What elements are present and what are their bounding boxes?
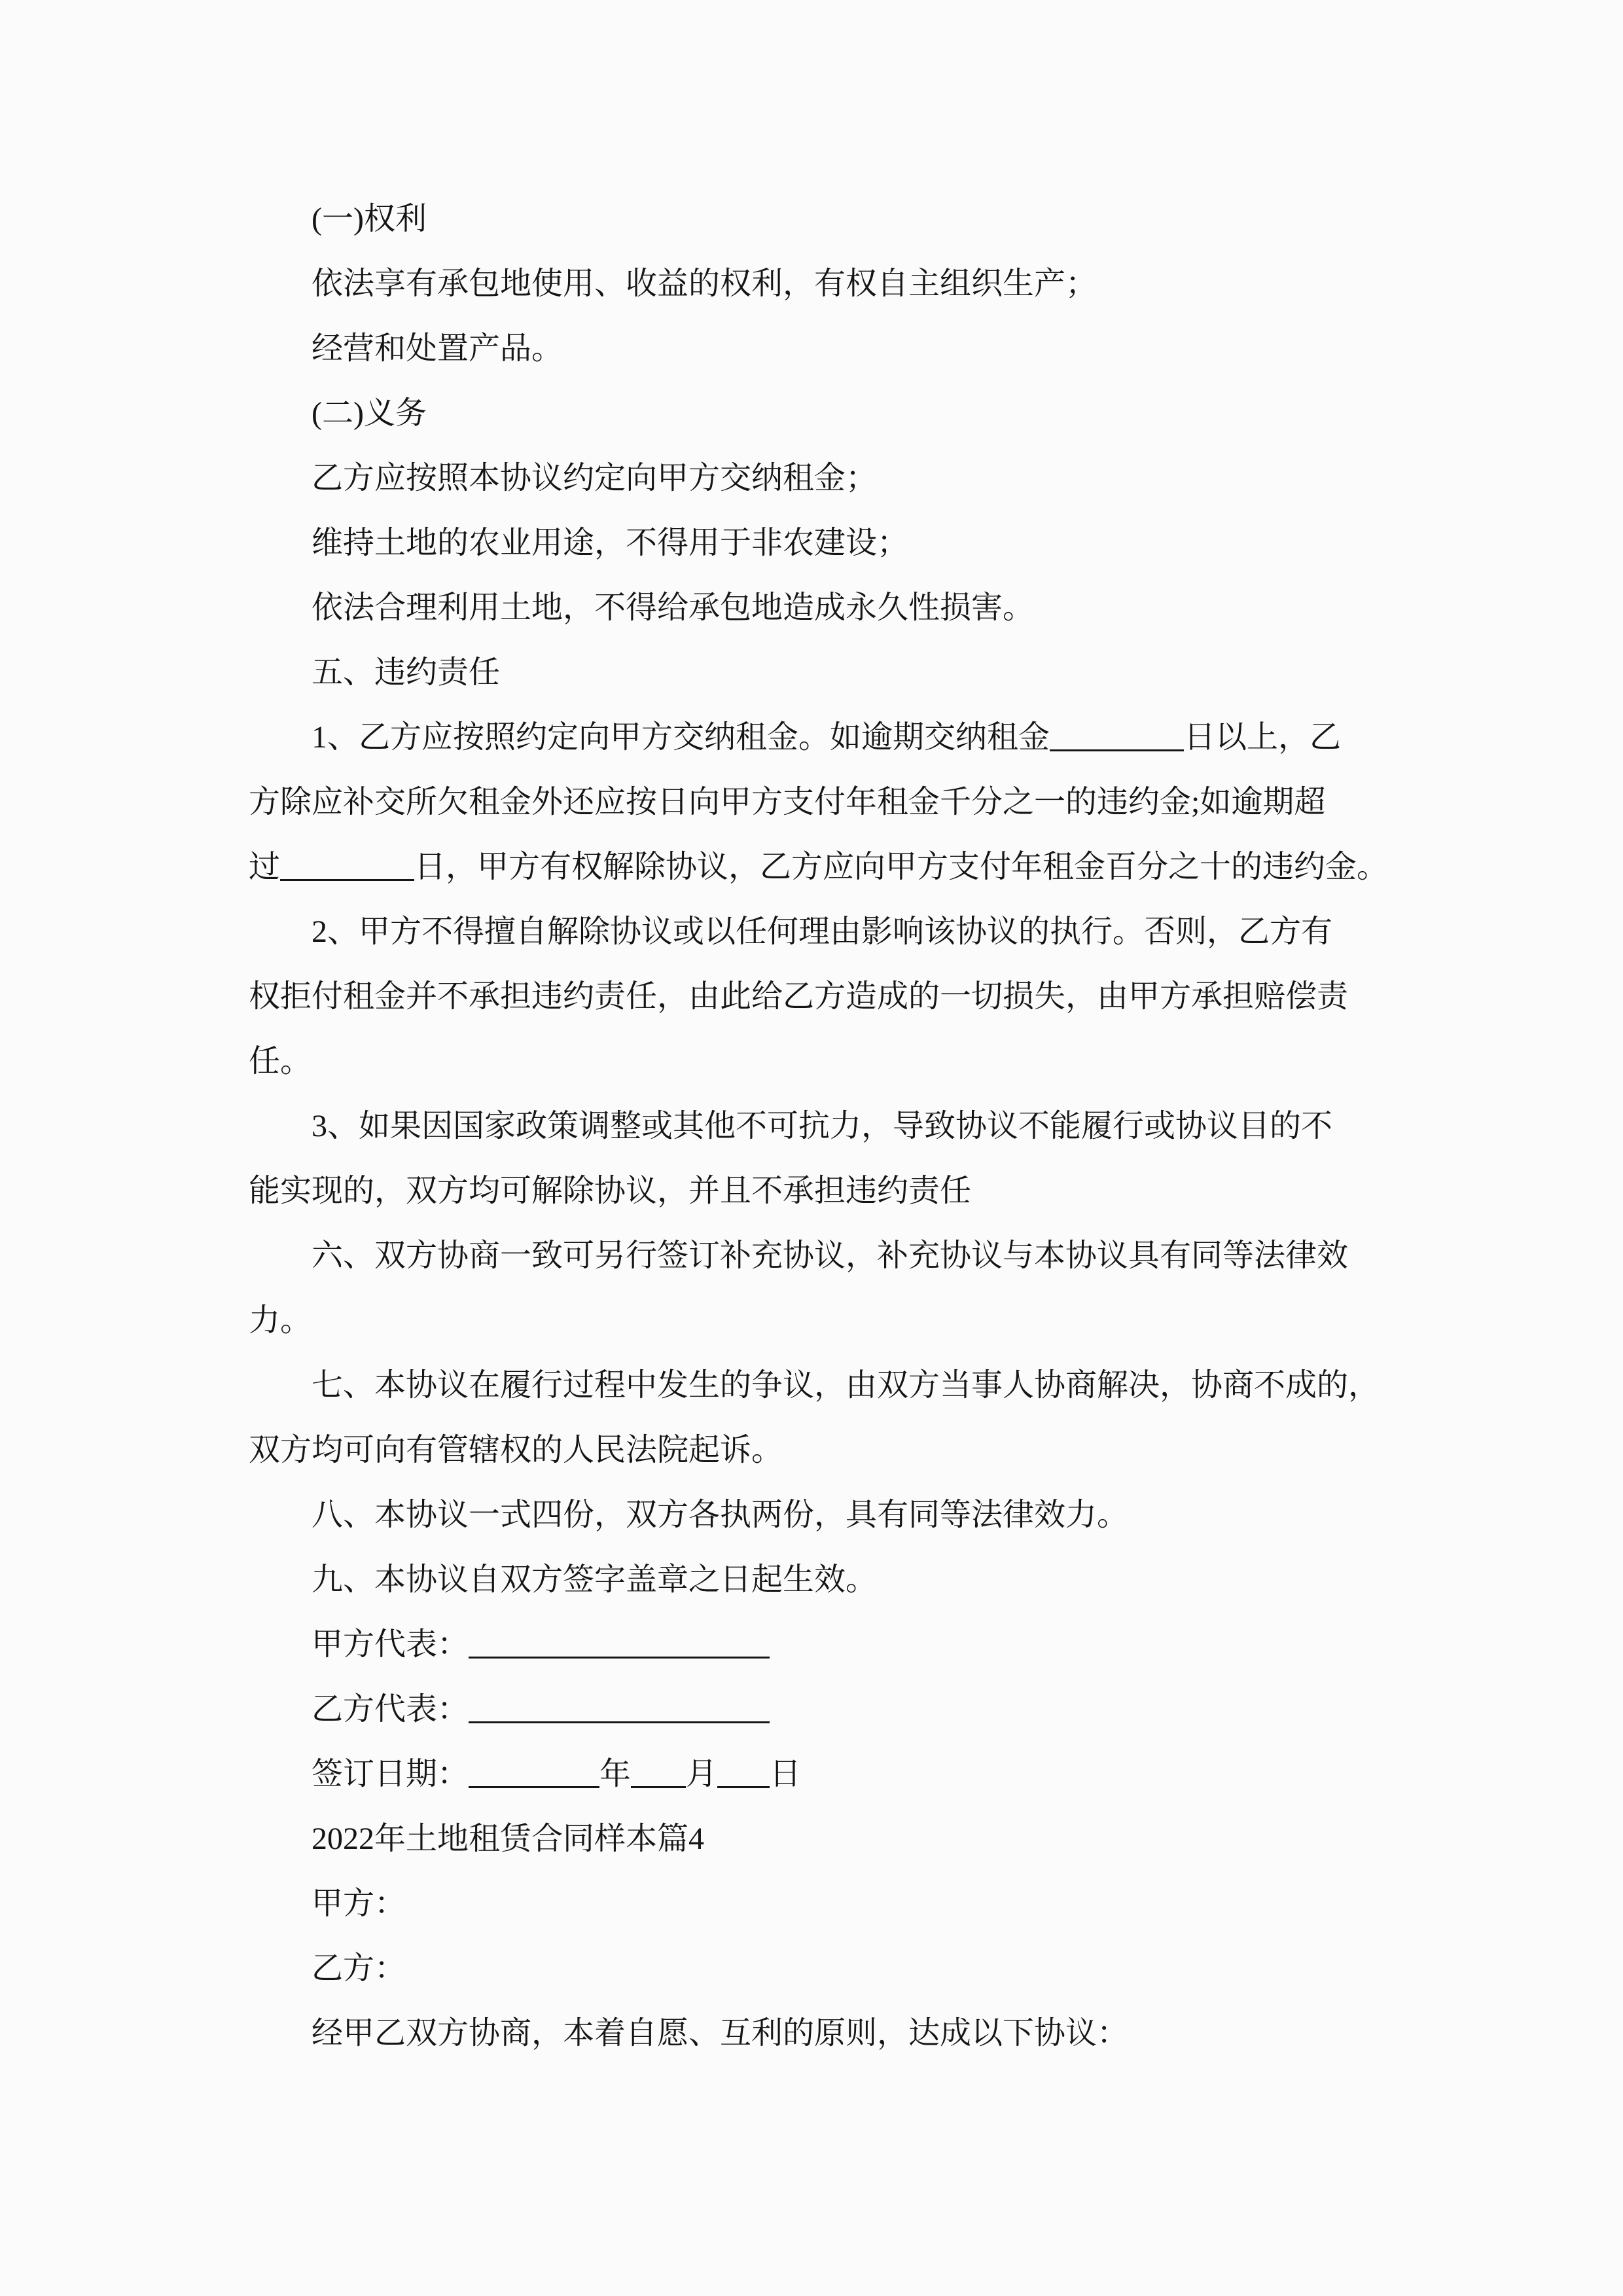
text-line	[249, 316, 1391, 381]
text-line	[249, 1353, 1391, 1418]
fill-in-blank	[631, 1756, 686, 1788]
text-run: (二)义务	[312, 396, 427, 431]
text-line	[249, 381, 1391, 446]
text-run: 2022年土地租赁合同样本篇4	[312, 1821, 705, 1856]
text-run: 六、双方协商一致可另行签订补充协议，补充协议与本协议具有同等法律效	[312, 1238, 1349, 1273]
text-line	[249, 2001, 1391, 2066]
text-run: 九、本协议自双方签字盖章之日起生效。	[312, 1562, 878, 1597]
text-run: 力。	[249, 1303, 312, 1338]
text-run: 乙方代表：	[312, 1692, 469, 1727]
text-run: 维持土地的农业用途，不得用于非农建设；	[312, 526, 909, 560]
text-run: 日以上，乙	[1184, 720, 1342, 755]
text-run: 乙方：	[312, 1951, 406, 1986]
text-line	[249, 640, 1391, 705]
text-run: 依法享有承包地使用、收益的权利，有权自主组织生产；	[312, 266, 1097, 301]
text-run: 七、本协议在履行过程中发生的争议，由双方当事人协商解决，协商不成的，	[312, 1368, 1380, 1403]
text-run: 日	[770, 1757, 802, 1791]
fill-in-blank	[469, 1691, 770, 1723]
text-run: 月	[686, 1757, 718, 1791]
fill-in-blank	[1050, 719, 1184, 751]
text-line	[249, 1418, 1391, 1482]
text-run: 3、如果因国家政策调整或其他不可抗力，导致协议不能履行或协议目的不	[312, 1109, 1333, 1143]
text-line	[249, 964, 1391, 1029]
text-run: 甲方：	[312, 1886, 406, 1921]
text-run: 权拒付租金并不承担违约责任，由此给乙方造成的一切损失，由甲方承担赔偿责	[249, 979, 1349, 1014]
text-line	[249, 575, 1391, 640]
text-line	[249, 187, 1391, 251]
text-run: 签订日期：	[312, 1757, 469, 1791]
text-line	[249, 1547, 1391, 1612]
text-run: 1、乙方应按照约定向甲方交纳租金。如逾期交纳租金	[312, 720, 1050, 755]
text-line	[249, 251, 1391, 316]
text-run: 依法合理利用土地，不得给承包地造成永久性损害。	[312, 590, 1035, 625]
text-line	[249, 511, 1391, 575]
text-line	[249, 1742, 1391, 1806]
text-line	[249, 1806, 1391, 1871]
fill-in-blank	[469, 1756, 599, 1788]
text-line	[249, 770, 1391, 834]
text-run: 方除应补交所欠租金外还应按日向甲方支付年租金千分之一的违约金;如逾期超	[249, 785, 1326, 819]
fill-in-blank	[469, 1626, 770, 1659]
text-run: 能实现的，双方均可解除协议，并且不承担违约责任	[249, 1174, 972, 1208]
text-run: 八、本协议一式四份，双方各执两份，具有同等法律效力。	[312, 1498, 1129, 1532]
text-run: 乙方应按照本协议约定向甲方交纳租金；	[312, 461, 878, 495]
text-line	[249, 1288, 1391, 1353]
text-line	[249, 1482, 1391, 1547]
text-run: 甲方代表：	[312, 1627, 469, 1662]
text-line	[249, 899, 1391, 964]
text-run: 2、甲方不得擅自解除协议或以任何理由影响该协议的执行。否则，乙方有	[312, 914, 1333, 949]
text-line	[249, 1094, 1391, 1158]
document-body	[249, 0, 1391, 2066]
text-line	[249, 1612, 1391, 1677]
text-run: 五、违约责任	[312, 655, 501, 690]
text-run: (一)权利	[312, 202, 427, 236]
text-line	[249, 705, 1391, 770]
text-line	[249, 1029, 1391, 1094]
text-run: 过	[249, 850, 281, 884]
text-line	[249, 1158, 1391, 1223]
text-run: 经甲乙双方协商，本着自愿、互利的原则，达成以下协议：	[312, 2016, 1129, 2051]
fill-in-blank	[280, 849, 414, 881]
text-run: 双方均可向有管辖权的人民法院起诉。	[249, 1433, 783, 1467]
text-line	[249, 446, 1391, 511]
text-run: 年	[599, 1757, 632, 1791]
text-line	[249, 1936, 1391, 2001]
fill-in-blank	[717, 1756, 770, 1788]
text-line	[249, 1223, 1391, 1288]
text-line	[249, 1677, 1391, 1742]
text-line	[249, 1871, 1391, 1936]
text-run: 任。	[249, 1044, 312, 1079]
text-line	[249, 834, 1391, 899]
text-run: 日，甲方有权解除协议，乙方应向甲方支付年租金百分之十的违约金。	[414, 850, 1389, 884]
text-run: 经营和处置产品。	[312, 331, 563, 366]
